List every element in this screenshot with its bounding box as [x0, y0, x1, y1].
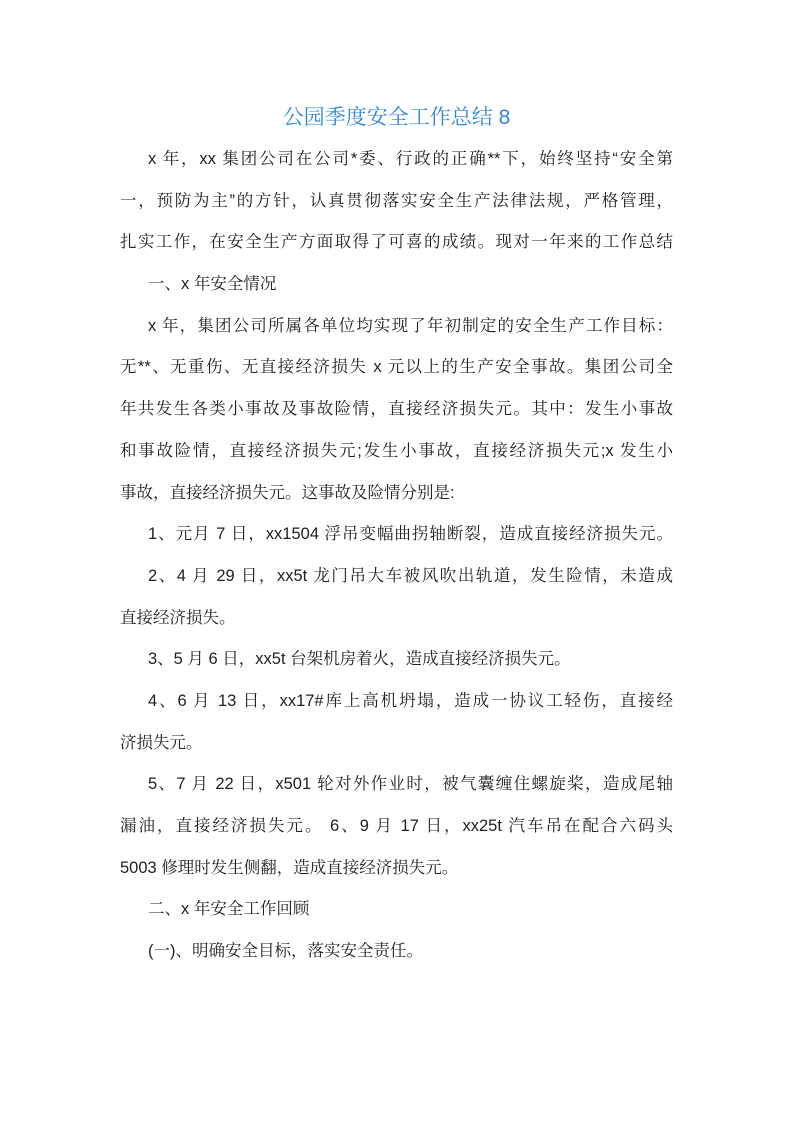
paragraph-line: 和事故险情，直接经济损失元;发生小事故，直接经济损失元;x 发生小 — [120, 441, 673, 460]
incident-item-1 — [120, 514, 673, 556]
paragraph-line: 3、5 月 6 日，xx5t 台架机房着火，造成直接经济损失元。 — [148, 650, 571, 669]
subsection-heading: (一)、明确安全目标，落实安全责任。 — [148, 942, 423, 961]
paragraph-line: 事故，直接经济损失元。这事故及险情分别是: — [120, 483, 455, 502]
paragraph-line: 济损失元。 — [120, 733, 203, 752]
section-heading-1 — [120, 264, 673, 306]
paragraph-line: x 年，集团公司所属各单位均实现了年初制定的安全生产工作目标： — [148, 316, 673, 335]
incident-item-3 — [120, 639, 673, 681]
paragraph-line: 2、4 月 29 日，xx5t 龙门吊大车被风吹出轨道，发生险情，未造成 — [148, 566, 673, 585]
section-heading: 二、x 年安全工作回顾 — [148, 900, 310, 919]
paragraph-line: 一，预防为主”的方针，认真贯彻落实安全生产法律法规，严格管理， — [120, 191, 673, 210]
paragraph-line: 5、7 月 22 日，x501 轮对外作业时，被气囊缠住螺旋桨，造成尾轴 — [148, 775, 673, 794]
paragraph-line: 直接经济损失。 — [120, 608, 236, 627]
document-title: 公园季度安全工作总结 8 — [282, 106, 511, 129]
paragraph-line: x 年，xx 集团公司在公司*委、行政的正确**下，始终坚持“安全第 — [148, 150, 673, 168]
paragraph-intro — [120, 139, 673, 264]
paragraph-line: 5003 修理时发生侧翻，造成直接经济损失元。 — [120, 858, 459, 877]
section-heading: 一、x 年安全情况 — [148, 275, 277, 294]
paragraph-line: 4、6 月 13 日，xx17#库上高机坍塌，造成一协议工轻伤，直接经 — [148, 691, 673, 710]
section-heading-2 — [120, 889, 673, 931]
paragraph-safety-status — [120, 306, 673, 514]
paragraph-line: 1、元月 7 日，xx1504 浮吊变幅曲拐轴断裂，造成直接经济损失元。 — [148, 525, 673, 544]
subsection-heading-1 — [120, 931, 673, 973]
paragraph-line: 年共发生各类小事故及事故险情，直接经济损失元。其中：发生小事故 — [120, 400, 673, 419]
incident-item-5 — [120, 764, 673, 889]
paragraph-line: 无**、无重伤、无直接经济损失 x 元以上的生产安全事故。集团公司全 — [120, 358, 673, 377]
paragraph-line: 扎实工作，在安全生产方面取得了可喜的成绩。现对一年来的工作总结 — [120, 233, 673, 252]
paragraph-line: 漏油，直接经济损失元。 6、9 月 17 日，xx25t 汽车吊在配合六码头 — [120, 817, 673, 835]
incident-item-2 — [120, 556, 673, 639]
document-body — [120, 97, 673, 973]
incident-item-4 — [120, 681, 673, 764]
